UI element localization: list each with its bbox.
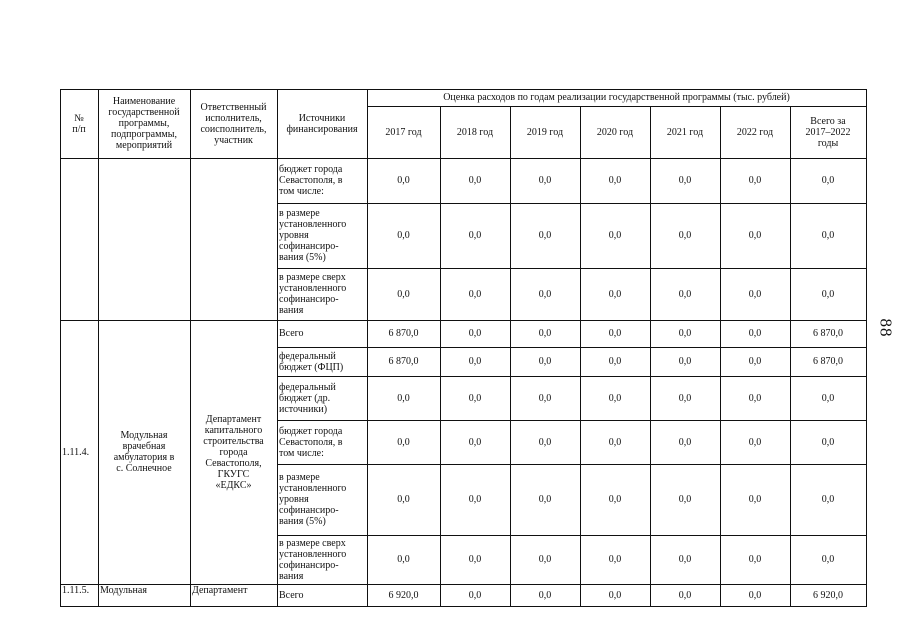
table-rule [60,320,61,585]
table-rule [440,464,441,536]
table-rule [866,203,867,269]
amount-value: 0,0 [678,356,692,367]
table-rule [440,420,441,465]
table-rule [580,584,581,607]
table-rule [277,158,867,159]
funding-source: бюджет города Севастополя, в том числе: [279,425,343,459]
amount-value: 0,0 [678,392,692,404]
table-rule [277,268,867,269]
amount-value: 0,0 [748,554,762,565]
table-rule [510,347,511,377]
table-rule [790,268,791,321]
table-rule [440,535,441,585]
amount-value: 0,0 [678,494,692,505]
table-rule [790,420,791,465]
funding-source: в размере сверх установленного софинансиро- вания [279,272,347,316]
table-rule [367,584,368,607]
amount-value: 0,0 [608,288,622,300]
table-rule [277,420,867,421]
amount-value: 0,0 [748,436,762,448]
amount-value: 0,0 [608,494,622,505]
table-rule [440,320,441,348]
table-rule [440,158,441,204]
table-rule [367,268,368,321]
table-rule [650,464,651,536]
table-rule [790,106,791,159]
table-rule [277,584,867,585]
amount-value: 0,0 [468,230,482,241]
table-rule [866,347,867,377]
table-rule [277,584,278,607]
table-rule [790,347,791,377]
table-rule [98,320,99,585]
table-rule [510,584,511,607]
funding-source: бюджет города Севастополя, в том числе: [279,164,343,197]
header-num: № п/п [72,112,86,135]
table-rule [277,420,278,465]
header-year: 2017 год [385,126,422,138]
table-rule [98,158,99,321]
table-rule [367,89,368,159]
amount-value: 0,0 [821,436,835,448]
table-rule [367,106,867,107]
table-rule [790,158,791,204]
table-rule [720,203,721,269]
table-rule [60,606,278,607]
amount-value: 0,0 [468,392,482,404]
funding-source: в размере установленного уровня софинансиро- вания (5%) [279,472,347,527]
table-rule [866,158,867,204]
table-rule [60,320,278,321]
table-rule [720,584,721,607]
header-sources: Источники финансирования [286,112,358,135]
amount-value: 0,0 [538,230,552,241]
amount-value: 0,0 [678,175,692,186]
table-rule [277,347,867,348]
table-rule [580,420,581,465]
table-rule [580,376,581,421]
amount-value: 0,0 [748,356,762,367]
table-rule [720,464,721,536]
table-rule [720,158,721,204]
table-rule [190,584,191,607]
table-rule [650,347,651,377]
table-rule [650,106,651,159]
amount-value: 0,0 [397,436,410,448]
table-rule [367,420,368,465]
amount-value: 0,0 [608,554,622,565]
amount-value: 0,0 [821,494,835,505]
amount-value: 0,0 [608,392,622,404]
amount-value: 0,0 [397,230,410,241]
amount-value: 0,0 [608,356,622,367]
table-rule [510,203,511,269]
amount-value: 0,0 [821,392,835,404]
table-rule [580,106,581,159]
table-rule [277,535,278,585]
table-rule [580,320,581,348]
table-rule [277,464,278,536]
table-rule [277,535,867,536]
header-responsible: Ответственный исполнитель, соисполнитель, участник [200,101,267,146]
amount-value: 0,0 [748,175,762,186]
table-rule [510,376,511,421]
amount-value: 0,0 [468,356,482,367]
table-rule [866,535,867,585]
table-rule [580,203,581,269]
page-number: 88 [876,318,896,338]
table-rule [367,347,368,377]
table-rule [440,268,441,321]
table-rule [866,268,867,321]
header-year: 2019 год [526,126,564,138]
amount-value: 0,0 [748,288,762,300]
amount-value: 0,0 [397,288,410,300]
amount-value: 0,0 [748,494,762,505]
table-rule [60,584,278,585]
item-responsible: Департамент капитального строительства города Севастополя, ГКУГС «ЕДКС» [203,413,264,491]
table-rule [650,320,651,348]
amount-value: 0,0 [748,328,762,339]
table-rule [277,320,278,348]
table-rule [440,203,441,269]
amount-value: 0,0 [748,230,762,241]
table-rule [510,106,511,159]
table-rule [440,584,441,607]
table-rule [367,464,368,536]
table-rule [720,376,721,421]
table-rule [580,158,581,204]
table-rule [580,464,581,536]
table-rule [367,376,368,421]
amount-value: 0,0 [821,554,835,565]
item-name: Модульная врачебная амбулатория в с. Солнечное [113,430,175,474]
amount-value: 0,0 [538,554,552,565]
table-rule [510,158,511,204]
amount-value: 0,0 [538,175,552,186]
amount-value: 0,0 [468,288,482,300]
amount-value: 0,0 [397,392,410,404]
table-rule [790,584,791,607]
table-rule [790,320,791,348]
funding-source: федеральный бюджет (др. источники) [279,381,336,415]
funding-source: Всего [279,589,304,601]
amount-value: 0,0 [538,328,552,339]
funding-source: Всего [279,328,304,339]
amount-value: 0,0 [468,589,482,601]
table-rule [650,420,651,465]
amount-value: 0,0 [748,392,762,404]
amount-value: 0,0 [538,356,552,367]
table-rule [277,203,867,204]
funding-source: в размере сверх установленного софинансиро- вания [279,537,347,582]
table-rule [866,420,867,465]
amount-value: 0,0 [821,230,835,241]
table-rule [60,89,61,159]
amount-value: 0,0 [678,554,692,565]
table-rule [277,320,867,321]
table-rule [277,89,278,159]
table-rule [580,535,581,585]
table-rule [580,268,581,321]
header-year: 2018 год [456,126,494,138]
table-rule [720,268,721,321]
table-rule [277,376,278,421]
table-rule [277,203,278,269]
amount-value: 0,0 [468,328,482,339]
table-rule [866,376,867,421]
table-rule [277,376,867,377]
table-rule [866,584,867,607]
amount-value: 6 870,0 [813,356,843,367]
amount-value: 0,0 [678,328,692,339]
amount-value: 6 920,0 [813,589,843,601]
amount-value: 0,0 [538,436,552,448]
item-responsible: Департамент [192,585,248,596]
amount-value: 0,0 [468,436,482,448]
table-rule [367,535,368,585]
table-rule [367,158,368,204]
header-year: Всего за 2017–2022 годы [805,115,851,149]
table-rule [190,158,191,321]
table-rule [720,420,721,465]
table-rule [650,376,651,421]
table-rule [790,203,791,269]
amount-value: 6 870,0 [388,356,419,367]
table-rule [720,106,721,159]
amount-value: 0,0 [608,230,622,241]
table-rule [650,268,651,321]
table-rule [650,535,651,585]
table-rule [190,320,191,585]
table-rule [440,106,441,159]
header-year: 2022 год [736,126,774,138]
amount-value: 0,0 [748,589,762,601]
table-rule [790,376,791,421]
table-rule [60,158,61,321]
item-number: 1.11.5. [62,585,90,596]
table-rule [510,268,511,321]
table-rule [790,535,791,585]
table-rule [720,347,721,377]
table-rule [510,420,511,465]
amount-value: 0,0 [821,175,835,186]
table-rule [277,347,278,377]
amount-value: 0,0 [678,288,692,300]
table-rule [277,268,278,321]
table-rule [60,89,867,90]
amount-value: 0,0 [678,230,692,241]
amount-value: 0,0 [538,494,552,505]
item-number: 1.11.4. [62,446,90,458]
header-name: Наименование государственной программы, подпрограммы, мероприятий [108,96,180,151]
table-rule [510,320,511,348]
table-rule [790,464,791,536]
amount-value: 6 870,0 [813,328,843,339]
table-rule [440,376,441,421]
funding-source: в размере установленного уровня софинансиро- вания (5%) [279,208,347,263]
table-rule [60,584,61,607]
amount-value: 0,0 [608,175,622,186]
table-rule [650,584,651,607]
header-estimate: Оценка расходов по годам реализации государственной программы (тыс. рублей) [443,92,790,103]
amount-value: 0,0 [678,436,692,448]
table-rule [510,535,511,585]
amount-value: 0,0 [608,589,622,601]
amount-value: 0,0 [538,392,552,404]
table-rule [866,320,867,348]
table-rule [440,347,441,377]
table-rule [98,89,99,159]
table-rule [98,584,99,607]
amount-value: 0,0 [397,494,410,505]
table-rule [277,464,867,465]
amount-value: 0,0 [468,494,482,505]
item-name [98,158,190,320]
amount-value: 0,0 [821,288,835,300]
table-rule [720,320,721,348]
amount-value: 0,0 [538,288,552,300]
table-rule [277,606,867,607]
item-responsible [190,158,277,320]
amount-value: 0,0 [608,436,622,448]
table-rule [367,320,368,348]
amount-value: 0,0 [468,175,482,186]
table-rule [650,203,651,269]
amount-value: 0,0 [397,175,410,186]
table-rule [510,464,511,536]
amount-value: 6 920,0 [388,589,419,601]
table-rule [580,347,581,377]
amount-value: 0,0 [397,554,410,565]
item-number [60,158,98,320]
amount-value: 0,0 [678,589,692,601]
amount-value: 0,0 [468,554,482,565]
item-name: Модульная [100,585,147,596]
table-rule [720,535,721,585]
table-rule [367,203,368,269]
amount-value: 0,0 [538,589,552,601]
table-rule [650,158,651,204]
table-rule [190,89,191,159]
amount-value: 0,0 [608,328,622,339]
amount-value: 6 870,0 [388,328,419,339]
header-year: 2020 год [596,126,634,138]
table-rule [866,89,867,159]
header-year: 2021 год [666,126,704,138]
funding-source: федеральный бюджет (ФЦП) [279,350,344,373]
table-rule [277,158,278,204]
table-rule [866,464,867,536]
